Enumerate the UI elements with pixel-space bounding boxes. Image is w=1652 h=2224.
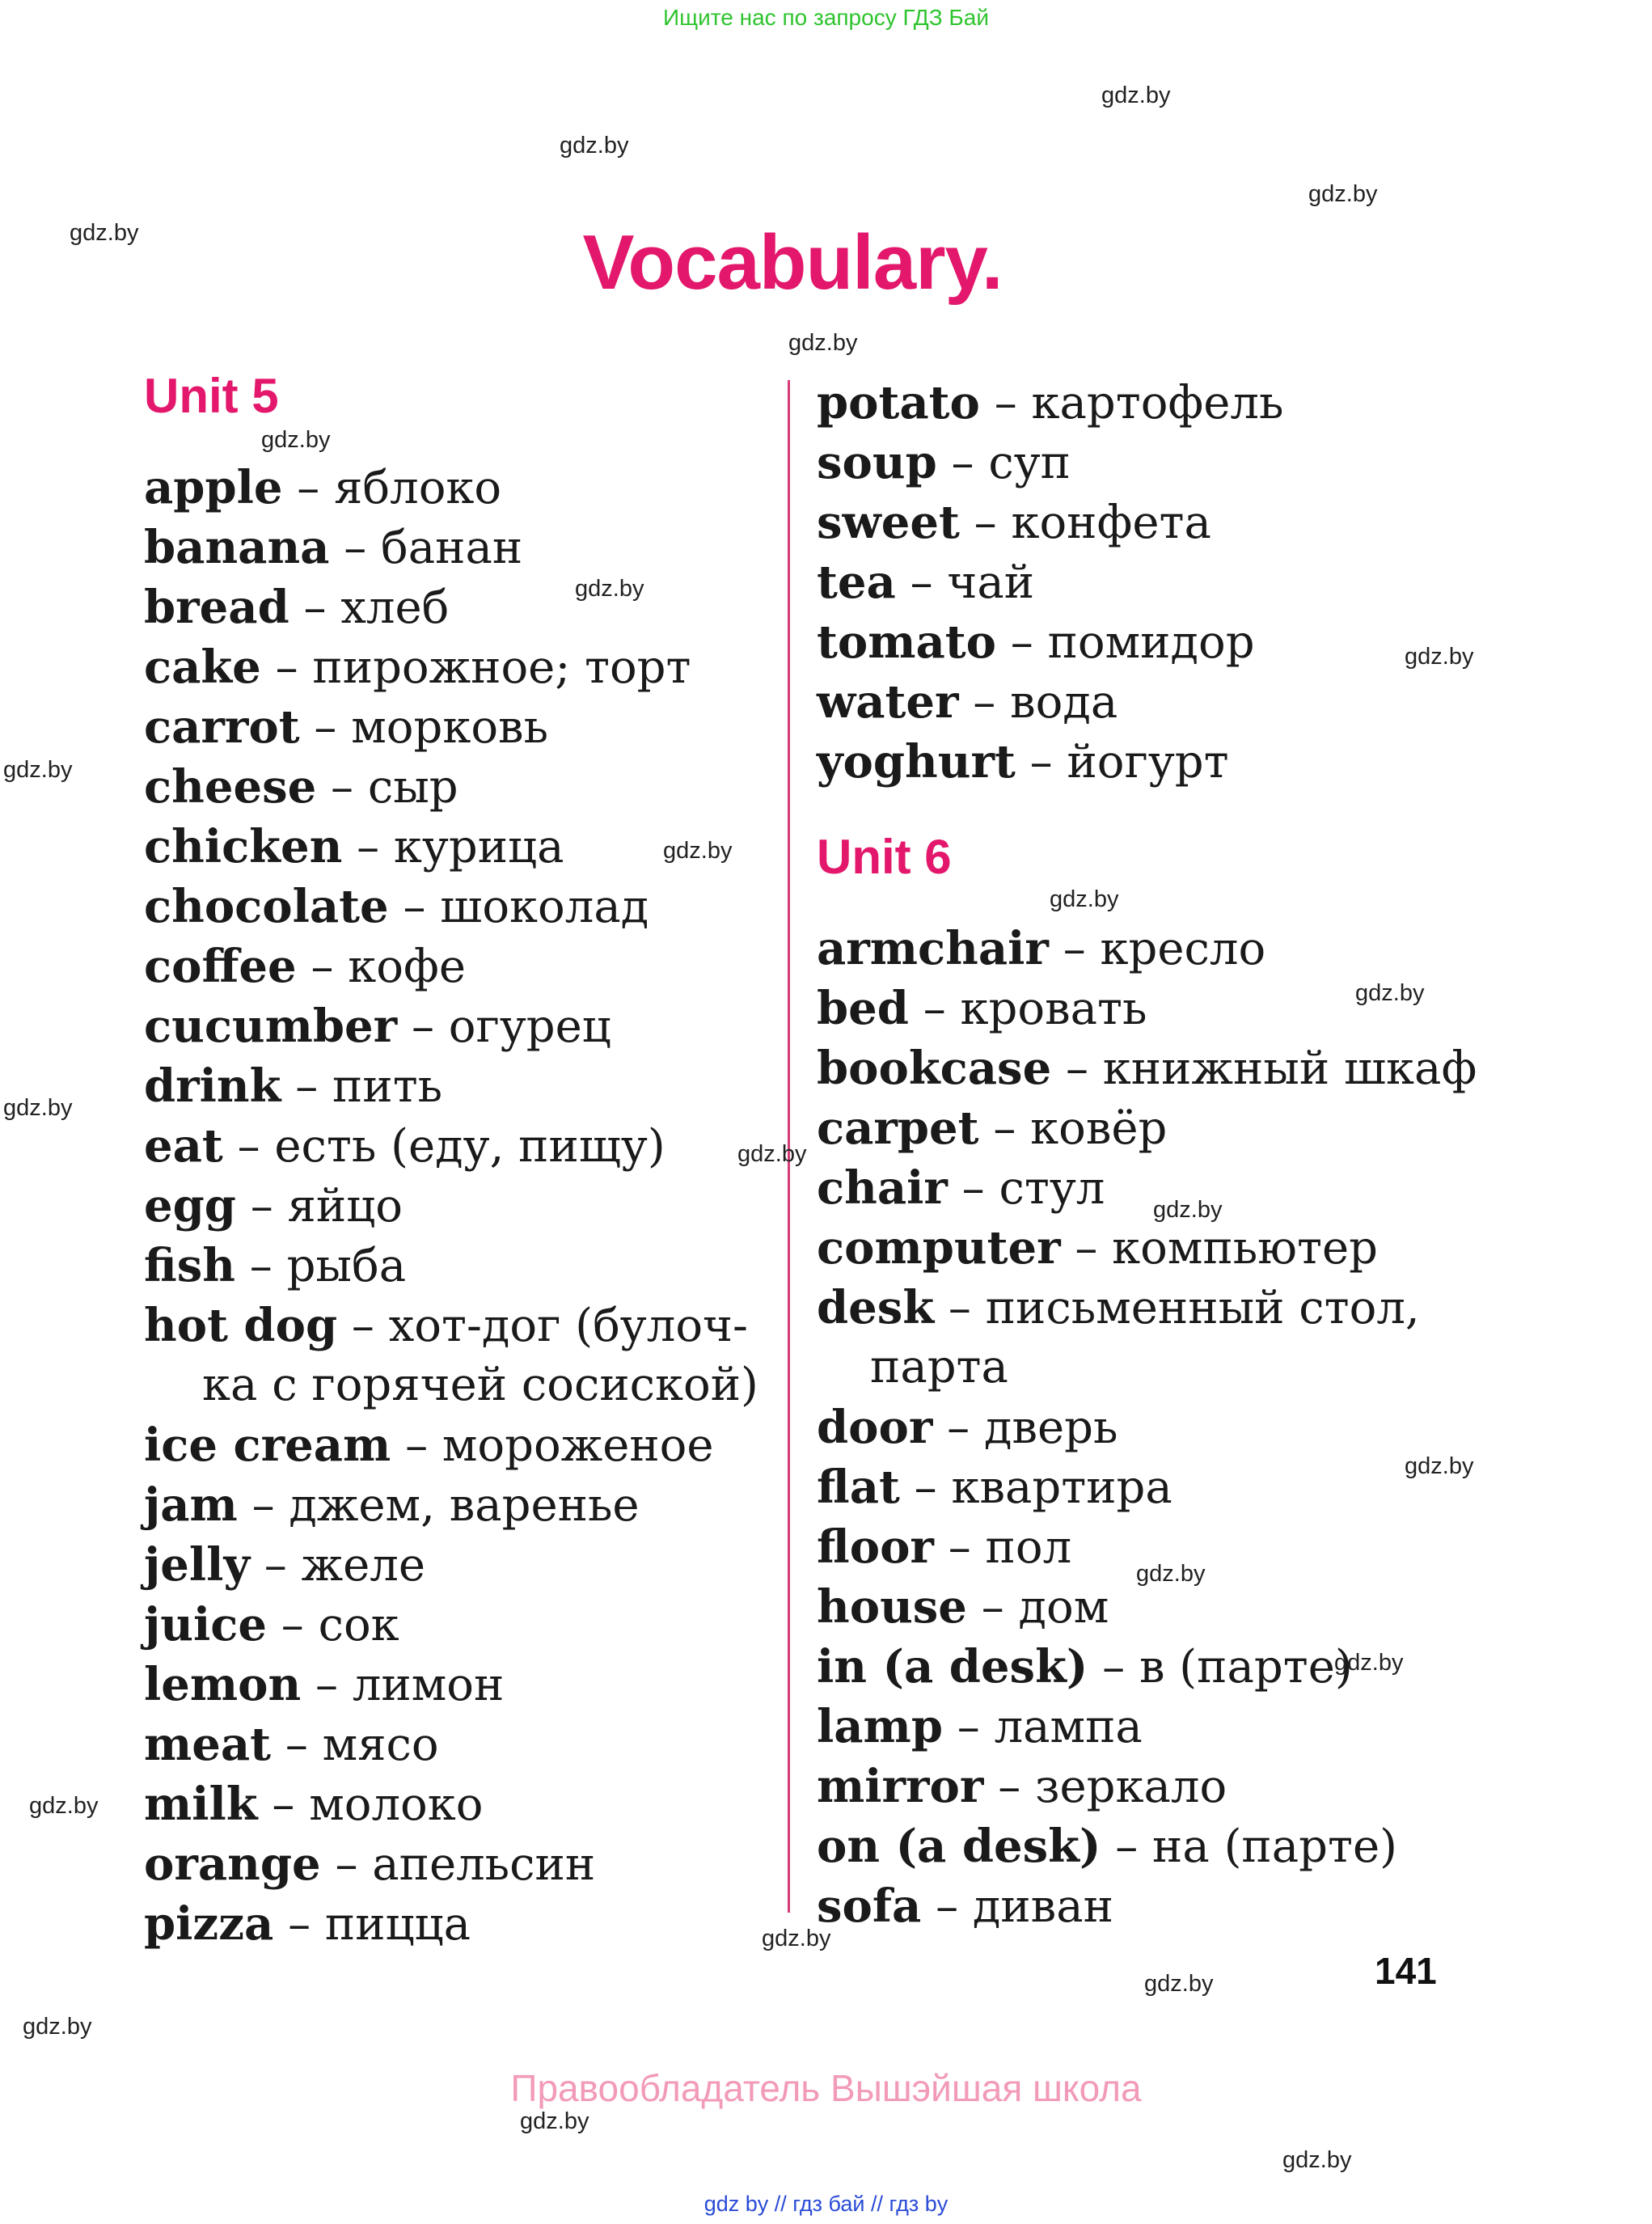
- watermark: gdz.by: [762, 1926, 831, 1951]
- watermark: gdz.by: [737, 1141, 807, 1167]
- vocab-word: ice cream: [144, 1419, 391, 1472]
- vocab-word: banana: [144, 521, 330, 574]
- vocab-entry: [817, 1638, 1353, 1697]
- vocab-entry: [817, 673, 1118, 732]
- watermark: gdz.by: [3, 757, 73, 783]
- vocab-word: desk: [817, 1281, 935, 1334]
- vocab-translation: – хот-дог (булоч-: [337, 1300, 748, 1352]
- vocab-translation: – кофе: [296, 941, 466, 993]
- vocab-translation: – желе: [249, 1539, 425, 1592]
- vocab-entry: [144, 1715, 439, 1774]
- vocab-word: mirror: [817, 1760, 984, 1813]
- vocab-entry: [817, 1458, 1172, 1517]
- vocab-word: drink: [144, 1059, 281, 1113]
- vocab-translation: – есть (еду, пищу): [222, 1120, 665, 1173]
- unit-5-word-list: [144, 459, 783, 1951]
- vocab-entry: [144, 638, 691, 697]
- vocab-entry: [144, 1655, 504, 1715]
- vocab-entry: [817, 1518, 1071, 1577]
- vocab-translation: – йогурт: [1015, 736, 1229, 789]
- vocab-translation: – вода: [958, 676, 1118, 729]
- vocab-translation: – молоко: [257, 1778, 484, 1831]
- vocab-word: armchair: [817, 922, 1049, 975]
- vocab-translation: – сок: [266, 1599, 399, 1651]
- vocab-word: carrot: [144, 700, 300, 754]
- vocab-entry: [144, 1296, 748, 1355]
- vocab-entry: [817, 1039, 1477, 1098]
- vocab-translation: – зеркало: [983, 1761, 1227, 1813]
- vocab-translation: – помидор: [995, 616, 1255, 669]
- vocab-word: bread: [144, 581, 289, 634]
- unit-5-word-list-continued: [817, 374, 1464, 794]
- watermark: gdz.by: [1355, 980, 1425, 1006]
- vocab-entry: [817, 1698, 1143, 1757]
- vocab-word: bed: [817, 982, 909, 1035]
- vocab-translation: – диван: [921, 1880, 1113, 1933]
- vocab-entry: [144, 1835, 595, 1894]
- vocab-entry: [144, 818, 564, 877]
- vocab-translation: – чай: [895, 556, 1035, 609]
- unit-6-heading: Unit 6: [817, 830, 952, 884]
- vocab-translation: – апельсин: [320, 1838, 596, 1891]
- vocab-entry: [817, 1817, 1397, 1876]
- watermark: gdz.by: [3, 1095, 73, 1121]
- page-title: Vocabulary.: [582, 219, 1003, 306]
- vocab-entry: [144, 758, 458, 817]
- vocab-word: floor: [817, 1520, 934, 1574]
- vocab-word: hot dog: [144, 1299, 338, 1352]
- watermark: gdz.by: [29, 1793, 99, 1819]
- vocab-entry: [144, 1895, 471, 1954]
- vocab-word: meat: [144, 1718, 272, 1771]
- footer-note: gdz by // гдз бай // гдз by: [703, 2192, 949, 2216]
- vocab-translation: – дверь: [932, 1402, 1118, 1454]
- vocab-translation: – письменный стол,: [934, 1282, 1420, 1334]
- vocab-entry: [144, 1536, 425, 1595]
- vocab-word: on (a desk): [817, 1820, 1101, 1873]
- vocab-word: tea: [817, 556, 896, 609]
- vocab-entry: [817, 1099, 1167, 1158]
- vocab-translation: – морковь: [299, 701, 549, 754]
- watermark: gdz.by: [70, 220, 139, 246]
- vocab-word: tomato: [817, 615, 996, 669]
- vocab-translation: – шоколад: [388, 881, 649, 933]
- vocab-entry: [202, 1356, 758, 1414]
- vocab-translation: – в (парте): [1088, 1641, 1353, 1693]
- vocab-entry: [817, 553, 1034, 612]
- vocab-translation: – кровать: [908, 983, 1147, 1035]
- vocab-word: juice: [144, 1598, 267, 1651]
- watermark: gdz.by: [1405, 644, 1474, 670]
- vocab-translation: – яблоко: [282, 462, 502, 514]
- vocab-word: yoghurt: [817, 735, 1016, 789]
- vocab-entry: [817, 613, 1255, 672]
- vocab-translation: – яйцо: [235, 1180, 403, 1233]
- vocab-word: chair: [817, 1161, 948, 1215]
- vocab-entry: [817, 1219, 1378, 1278]
- vocab-word: computer: [817, 1221, 1061, 1275]
- vocab-translation: – джем, варенье: [237, 1479, 640, 1532]
- watermark: gdz.by: [1101, 82, 1171, 108]
- watermark: gdz.by: [575, 576, 644, 602]
- unit-5-heading: Unit 5: [144, 369, 279, 423]
- header-note: Ищите нас по запросу ГДЗ Бай: [662, 5, 990, 30]
- vocab-word: flat: [817, 1461, 900, 1514]
- vocab-entry: [144, 1775, 484, 1834]
- watermark: gdz.by: [788, 330, 858, 356]
- vocab-word: lemon: [144, 1658, 302, 1711]
- vocab-word: eat: [144, 1119, 223, 1173]
- watermark: gdz.by: [560, 133, 629, 159]
- vocab-word: bookcase: [817, 1042, 1052, 1095]
- vocab-entry: [817, 920, 1265, 979]
- vocab-entry: [817, 493, 1211, 552]
- vocab-translation: – мясо: [271, 1719, 439, 1771]
- watermark: gdz.by: [1153, 1197, 1223, 1223]
- vocab-word: coffee: [144, 940, 297, 993]
- vocab-word: cake: [144, 641, 261, 694]
- vocab-entry: [144, 518, 522, 577]
- vocab-entry: [144, 877, 649, 937]
- vocab-entry: [144, 698, 548, 757]
- vocab-translation: – пол: [933, 1521, 1072, 1574]
- vocab-translation: – конфета: [959, 497, 1211, 549]
- vocab-word: jam: [144, 1478, 238, 1532]
- vocab-word: fish: [144, 1239, 235, 1292]
- vocab-entry: [817, 1398, 1118, 1457]
- watermark: gdz.by: [261, 427, 331, 453]
- vocab-word: potato: [817, 376, 980, 429]
- vocab-word: orange: [144, 1837, 321, 1891]
- vocab-word: pizza: [144, 1897, 274, 1951]
- vocab-entry: [817, 733, 1229, 792]
- vocab-entry: [144, 937, 466, 996]
- vocab-translation: – сыр: [316, 761, 458, 814]
- vocab-word: water: [817, 675, 959, 729]
- vocab-word: lamp: [817, 1700, 943, 1753]
- vocab-translation: – лимон: [301, 1659, 505, 1711]
- vocab-translation: – книжный шкаф: [1051, 1042, 1477, 1095]
- vocab-entry: [817, 1159, 1105, 1218]
- vocab-entry: [144, 1177, 403, 1236]
- vocab-translation: – огурец: [397, 1000, 611, 1053]
- vocab-entry: [817, 979, 1147, 1038]
- vocab-translation: – ковёр: [978, 1102, 1168, 1155]
- vocab-translation: – пирожное; торт: [260, 641, 691, 694]
- vocab-translation: – компьютер: [1060, 1222, 1378, 1275]
- watermark: gdz.by: [1308, 181, 1378, 207]
- vocab-word: soup: [817, 436, 937, 489]
- vocab-word: door: [817, 1401, 933, 1454]
- vocab-translation: – банан: [329, 522, 523, 574]
- watermark: gdz.by: [1405, 1453, 1474, 1479]
- vocab-translation: – дом: [966, 1581, 1109, 1634]
- watermark: gdz.by: [23, 2014, 92, 2040]
- watermark: gdz.by: [1144, 1971, 1214, 1997]
- vocab-word: cucumber: [144, 1000, 398, 1053]
- watermark: gdz.by: [520, 2108, 589, 2134]
- watermark: gdz.by: [663, 838, 733, 864]
- vocab-translation: – курица: [342, 821, 564, 873]
- vocab-entry: [870, 1338, 1008, 1397]
- vocab-translation: – на (парте): [1101, 1820, 1397, 1873]
- vocab-entry: [144, 1117, 665, 1176]
- vocab-entry: [817, 1279, 1420, 1338]
- vocab-entry: [144, 1476, 640, 1535]
- vocab-word: egg: [144, 1179, 236, 1233]
- vocab-entry: [817, 1578, 1109, 1637]
- vocab-entry: [817, 433, 1071, 493]
- watermark: gdz.by: [1050, 886, 1119, 912]
- vocab-entry: [144, 1057, 442, 1116]
- vocab-word: milk: [144, 1778, 258, 1831]
- watermark: gdz.by: [1334, 1650, 1404, 1676]
- vocab-word: chocolate: [144, 880, 389, 933]
- vocab-translation: – рыба: [234, 1240, 407, 1292]
- vocab-translation: – кресло: [1048, 923, 1266, 975]
- vocab-translation: парта: [870, 1341, 1008, 1393]
- page-number: 141: [1375, 1950, 1437, 1992]
- vocab-word: sofa: [817, 1879, 922, 1933]
- unit-6-word-list: [817, 920, 1477, 1933]
- vocab-entry: [144, 997, 611, 1056]
- vocab-word: jelly: [144, 1538, 250, 1592]
- vocab-entry: [144, 1237, 406, 1296]
- vocab-translation: – пить: [281, 1060, 443, 1113]
- vocab-word: apple: [144, 461, 283, 514]
- vocab-translation: – квартира: [899, 1461, 1172, 1514]
- watermark: gdz.by: [1136, 1561, 1206, 1587]
- vocab-entry: [817, 1877, 1113, 1936]
- vocab-translation: – мороженое: [391, 1419, 714, 1472]
- vocab-entry: [817, 374, 1283, 433]
- vocab-word: chicken: [144, 820, 343, 873]
- vocab-translation: – стул: [947, 1162, 1105, 1215]
- vocab-translation: – суп: [936, 437, 1071, 489]
- vocab-translation: – хлеб: [289, 581, 450, 634]
- vocab-entry: [144, 459, 501, 518]
- vocab-entry: [817, 1757, 1227, 1816]
- vocab-entry: [144, 578, 449, 637]
- vocab-word: in (a desk): [817, 1640, 1088, 1693]
- vocab-translation: – лампа: [942, 1701, 1143, 1753]
- vocab-word: cheese: [144, 760, 317, 814]
- watermark: gdz.by: [1282, 2147, 1352, 2173]
- vocab-entry: [144, 1416, 714, 1475]
- vocab-entry: [144, 1596, 399, 1655]
- vocab-translation: – картофель: [979, 377, 1284, 429]
- vocab-translation: – пицца: [273, 1898, 471, 1951]
- rights-holder: Правообладатель Вышэйшая школа: [510, 2067, 1142, 2109]
- vocab-word: carpet: [817, 1101, 979, 1155]
- vocab-translation: ка с горячей сосиской): [202, 1359, 758, 1411]
- vocab-word: house: [817, 1580, 967, 1634]
- vocab-word: sweet: [817, 496, 960, 549]
